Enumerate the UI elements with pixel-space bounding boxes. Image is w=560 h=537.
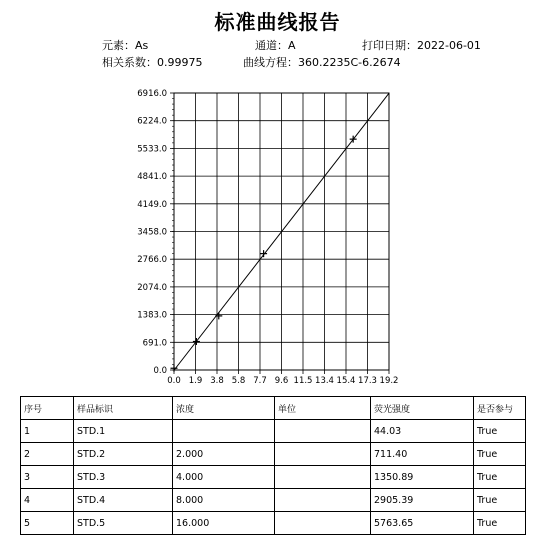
table-row [21,466,526,489]
cell-sample-id: STD.4 [74,489,173,512]
y-tick-label: 6224.0 [137,116,167,127]
cell-concentration [173,420,275,443]
y-tick-label: 1383.0 [137,310,167,321]
col-header-intensity: 荧光强度 [371,397,474,420]
cell-intensity: 5763.65 [371,512,474,535]
table-row [21,443,526,466]
cell-index: 5 [21,512,74,535]
table-row [21,420,526,443]
x-tick-label: 0.0 [167,376,181,386]
x-tick-label: 5.8 [231,376,246,386]
y-tick-label: 2074.0 [137,282,167,293]
table-row [21,512,526,535]
cell-included: True [474,420,526,443]
channel-label: 通道： [255,39,288,52]
y-tick-label: 2766.0 [137,255,167,266]
channel-value: A [288,39,296,52]
correlation-value: 0.99975 [157,56,203,69]
cell-unit [275,489,371,512]
cell-sample-id: STD.5 [74,512,173,535]
cell-intensity: 2905.39 [371,489,474,512]
cell-sample-id: STD.2 [74,443,173,466]
cell-concentration: 4.000 [173,466,275,489]
table-row [21,489,526,512]
x-tick-label: 15.4 [336,376,356,386]
correlation-label: 相关系数： [102,56,157,69]
x-tick-label: 17.3 [358,376,377,386]
table-header-row [21,397,526,420]
y-tick-label: 4841.0 [137,172,167,183]
cell-sample-id: STD.3 [74,466,173,489]
print-date-value: 2022-06-01 [417,39,481,52]
x-tick-label: 7.7 [253,376,267,386]
cell-intensity: 1350.89 [371,466,474,489]
cell-unit [275,420,371,443]
report-title: 标准曲线报告 [214,10,341,34]
element-label: 元素： [102,39,135,52]
equation-value: 360.2235C-6.2674 [298,56,401,69]
cell-unit [275,443,371,466]
cell-index: 3 [21,466,74,489]
col-header-sample-id: 样品标识 [74,397,173,420]
standards-table [20,396,526,535]
x-tick-label: 3.8 [210,376,224,386]
cell-index: 1 [21,420,74,443]
x-tick-label: 13.4 [315,376,334,386]
y-tick-label: 3458.0 [137,227,167,238]
x-tick-label: 1.9 [188,376,203,386]
cell-sample-id: STD.1 [74,420,173,443]
cell-concentration: 2.000 [173,443,275,466]
cell-intensity: 711.40 [371,443,474,466]
cell-intensity: 44.03 [371,420,474,443]
cell-unit [275,512,371,535]
y-tick-label: 5533.0 [137,144,167,155]
equation-label: 曲线方程： [243,56,298,69]
y-tick-label: 4149.0 [137,199,167,210]
col-header-index: 序号 [21,397,74,420]
col-header-concentration: 浓度 [173,397,275,420]
col-header-unit: 单位 [275,397,371,420]
cell-included: True [474,466,526,489]
cell-index: 4 [21,489,74,512]
cell-included: True [474,489,526,512]
y-tick-label: 6916.0 [137,89,167,99]
element-value: As [135,39,149,52]
x-tick-label: 19.2 [379,376,399,386]
x-tick-label: 11.5 [293,376,313,386]
col-header-included: 是否参与 [474,397,526,420]
cell-concentration: 16.000 [173,512,275,535]
y-tick-label: 0.0 [153,366,167,376]
cell-index: 2 [21,443,74,466]
x-tick-label: 9.6 [274,376,289,386]
cell-included: True [474,512,526,535]
data-point [215,312,222,319]
cell-concentration: 8.000 [173,489,275,512]
cell-included: True [474,443,526,466]
cell-unit [275,466,371,489]
y-tick-label: 691.0 [142,338,167,349]
print-date-label: 打印日期： [362,39,417,52]
